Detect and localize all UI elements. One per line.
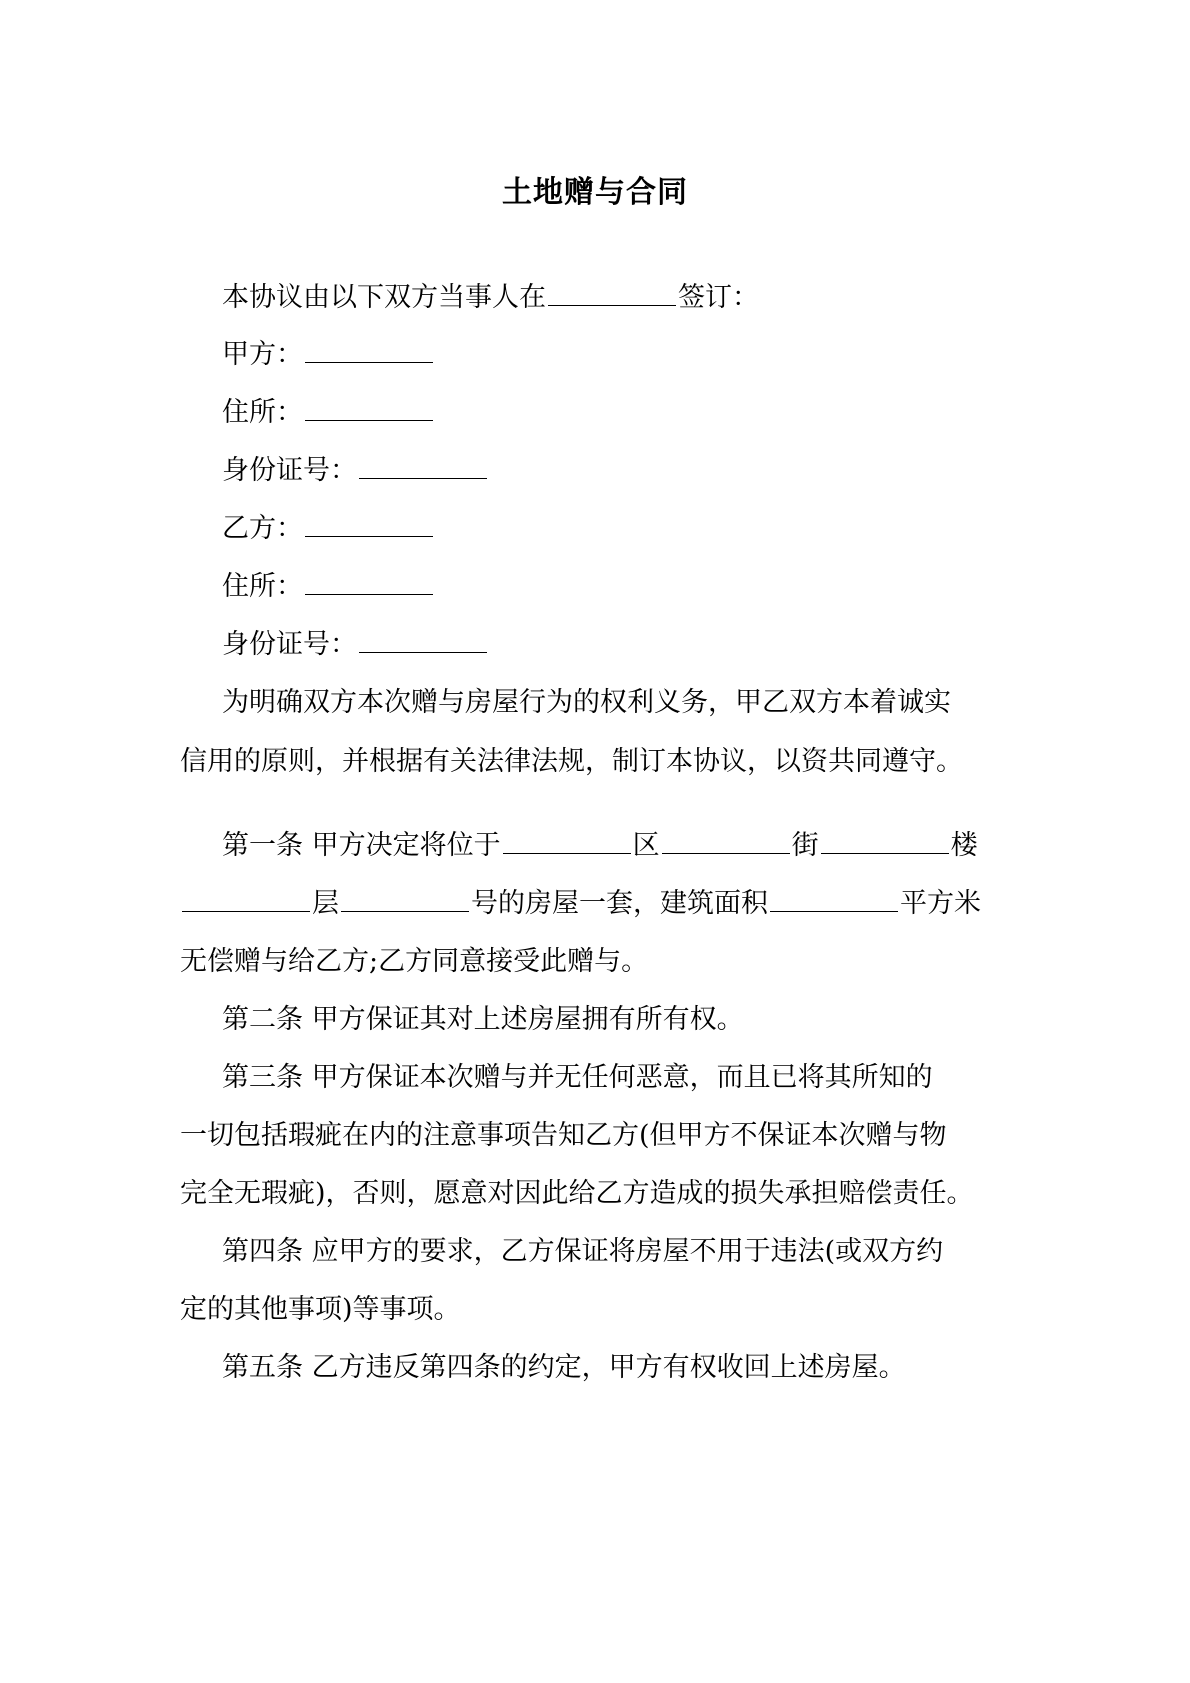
building-blank	[821, 829, 949, 854]
area-blank	[770, 887, 898, 912]
document-title: 土地赠与合同	[502, 175, 688, 210]
floor-blank	[182, 887, 310, 912]
party-a-name-line	[222, 338, 435, 372]
article-4-line-1: 第四条 应甲方的要求，乙方保证将房屋不用于违法(或双方约	[222, 1236, 944, 1267]
party-a-id-blank	[359, 454, 487, 479]
district-blank	[503, 829, 631, 854]
article-1-line-3: 无偿赠与给乙方;乙方同意接受此赠与。	[180, 946, 649, 977]
article-2: 第二条 甲方保证其对上述房屋拥有所有权。	[222, 1004, 744, 1035]
party-a-address-blank	[305, 396, 433, 421]
street-label: 街	[791, 830, 819, 861]
article-3-line-2: 一切包括瑕疵在内的注意事项告知乙方(但甲方不保证本次赠与物	[180, 1120, 947, 1151]
preamble-line-1: 为明确双方本次赠与房屋行为的权利义务，甲乙双方本着诚实	[222, 687, 951, 718]
intro-text-after: 签订：	[678, 282, 759, 313]
party-b-address-blank	[305, 570, 433, 595]
article-1-line-1	[222, 829, 978, 863]
signing-place-blank	[548, 281, 676, 306]
party-a-name-blank	[305, 338, 433, 363]
party-b-name-line	[222, 512, 435, 546]
intro-text-before: 本协议由以下双方当事人在	[222, 282, 546, 313]
street-blank	[662, 829, 790, 854]
party-b-id-label: 身份证号：	[222, 629, 357, 660]
article-3-line-1: 第三条 甲方保证本次赠与并无任何恶意，而且已将其所知的	[222, 1062, 933, 1093]
intro-line	[222, 281, 759, 315]
party-a-id-label: 身份证号：	[222, 455, 357, 486]
party-a-address-label: 住所：	[222, 397, 303, 428]
article-1-start: 第一条 甲方决定将位于	[222, 830, 501, 861]
party-a-id-line	[222, 454, 489, 488]
building-label: 楼	[950, 830, 978, 861]
floor-label: 层	[312, 888, 339, 919]
party-b-name-label: 乙方：	[222, 513, 303, 544]
article-1-line-2	[180, 887, 981, 921]
preamble-line-2: 信用的原则，并根据有关法律法规，制订本协议，以资共同遵守。	[180, 746, 963, 777]
party-b-id-blank	[359, 628, 487, 653]
article-5: 第五条 乙方违反第四条的约定，甲方有权收回上述房屋。	[222, 1352, 906, 1383]
party-a-name-label: 甲方：	[222, 339, 303, 370]
article-4-line-2: 定的其他事项)等事项。	[180, 1294, 461, 1325]
party-b-address-line	[222, 570, 435, 604]
article-3-line-3: 完全无瑕疵)，否则，愿意对因此给乙方造成的损失承担赔偿责任。	[180, 1178, 974, 1209]
room-number-blank	[341, 887, 469, 912]
party-b-address-label: 住所：	[222, 571, 303, 602]
party-b-id-line	[222, 628, 489, 662]
party-a-address-line	[222, 396, 435, 430]
area-unit: 平方米	[900, 888, 981, 919]
party-b-name-blank	[305, 512, 433, 537]
room-number-text: 号的房屋一套，建筑面积	[471, 888, 768, 919]
district-label: 区	[632, 830, 660, 861]
